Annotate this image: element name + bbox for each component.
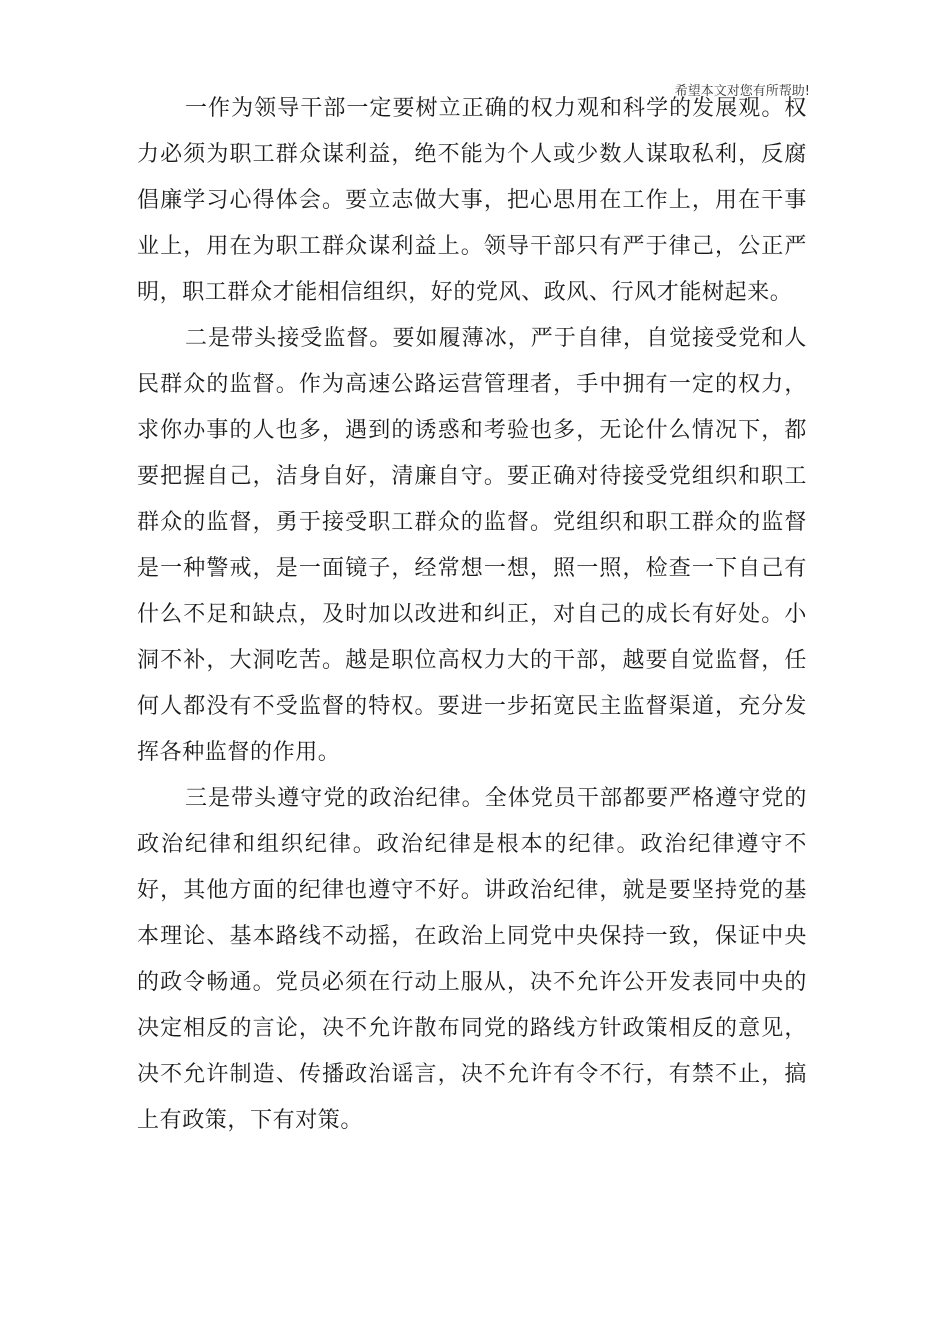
document-body <box>137 86 807 1144</box>
paragraph-power-view: 一作为领导干部一定要树立正确的权力观和科学的发展观。权力必须为职工群众谋利益，绝不能为个人或少数人谋取私利，反腐倡廉学习心得体会。要立志做大事，把心思用在工作上，用在干事业上，用在为职工群众谋利益上。领导干部只有严于律己，公正严明，职工群众才能相信组织，好的党风、政风、行风才能树起来。 <box>137 96 807 305</box>
paragraph-accept-supervision: 二是带头接受监督。要如履薄冰，严于自律，自觉接受党和人民群众的监督。作为高速公路运营管理者，手中拥有一定的权力，求你办事的人也多，遇到的诱惑和考验也多，无论什么情况下，都要把握自己，洁身自好，清廉自守。要正确对待接受党组织和职工群众的监督，勇于接受职工群众的监督。党组织和职工群众的监督是一种警戒，是一面镜子，经常想一想，照一照，检查一下自己有什么不足和缺点，及时加以改进和纠正，对自己的成长有好处。小洞不补，大洞吃苦。越是职位高权力大的干部，越要自觉监督，任何人都没有不受监督的特权。要进一步拓宽民主监督渠道，充分发挥各种监督的作用。 <box>137 326 807 765</box>
header-note: 希望本文对您有所帮助! <box>674 84 810 99</box>
paragraph-political-discipline: 三是带头遵守党的政治纪律。全体党员干部都要严格遵守党的政治纪律和组织纪律。政治纪律是根本的纪律。政治纪律遵守不好，其他方面的纪律也遵守不好。讲政治纪律，就是要坚持党的基本理论、基本路线不动摇，在政治上同党中央保持一致，保证中央的政令畅通。党员必须在行动上服从，决不允许公开发表同中央的决定相反的言论，决不允许散布同党的路线方针政策相反的意见，决不允许制造、传播政治谣言，决不允许有令不行，有禁不止，搞上有政策，下有对策。 <box>137 786 807 1133</box>
